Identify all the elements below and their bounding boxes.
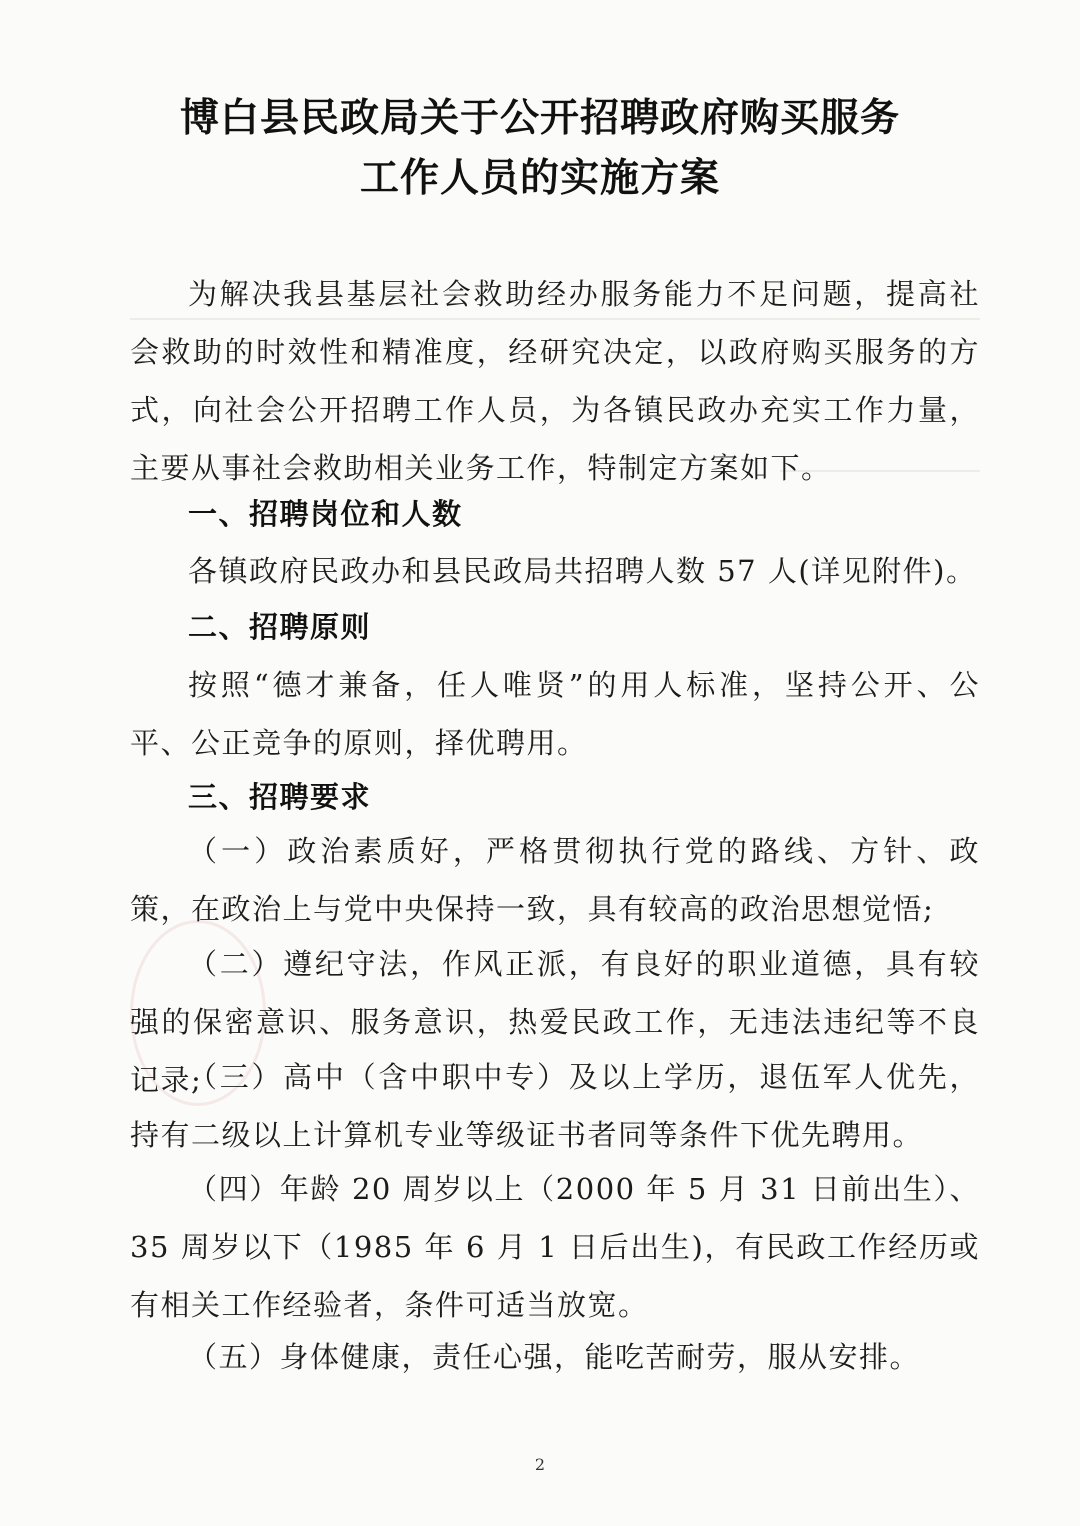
- section-1-heading: 一、招聘岗位和人数: [188, 497, 463, 531]
- requirement-item: （三）高中（含中职中专）及以上学历，退伍军人优先，持有二级以上计算机专业等级证书者同等条件下优先聘用。: [130, 1060, 980, 1152]
- intro-paragraph: 为解决我县基层社会救助经办服务能力不足问题，提高社会救助的时效性和精准度，经研究决定，以政府购买服务的方式，向社会公开招聘工作人员，为各镇民政办充实工作力量，主要从事社会救助相关业务工作，特制定方案如下。: [130, 277, 980, 485]
- section-3-heading: 三、招聘要求: [188, 780, 372, 814]
- section-2-heading: 二、招聘原则: [188, 610, 372, 644]
- requirement-item: （五）身体健康，责任心强，能吃苦耐劳，服从安排。: [188, 1340, 921, 1374]
- requirement-item: （四）年龄 20 周岁以上（2000 年 5 月 31 日前出生）、35 周岁以下（1985 年 6 月 1 日后出生)，有民政工作经历或有相关工作经验者，条件可适当放宽。: [130, 1172, 980, 1322]
- section-2-text: 按照“德才兼备，任人唯贤”的用人标准，坚持公开、公平、公正竞争的原则，择优聘用。: [130, 668, 980, 760]
- requirement-item: （一）政治素质好，严格贯彻执行党的路线、方针、政策，在政治上与党中央保持一致，具有较高的政治思想觉悟;: [130, 834, 980, 926]
- page-number: 2: [534, 1455, 546, 1474]
- section-1-text: 各镇政府民政办和县民政局共招聘人数 57 人(详见附件)。: [188, 554, 977, 588]
- document-title-line-1: 博白县民政局关于公开招聘政府购买服务: [179, 95, 900, 141]
- document-title-line-2: 工作人员的实施方案: [359, 155, 720, 201]
- requirement-item: （二）遵纪守法，作风正派，有良好的职业道德，具有较强的保密意识、服务意识，热爱民政工作，无违法违纪等不良记录;: [130, 947, 980, 1097]
